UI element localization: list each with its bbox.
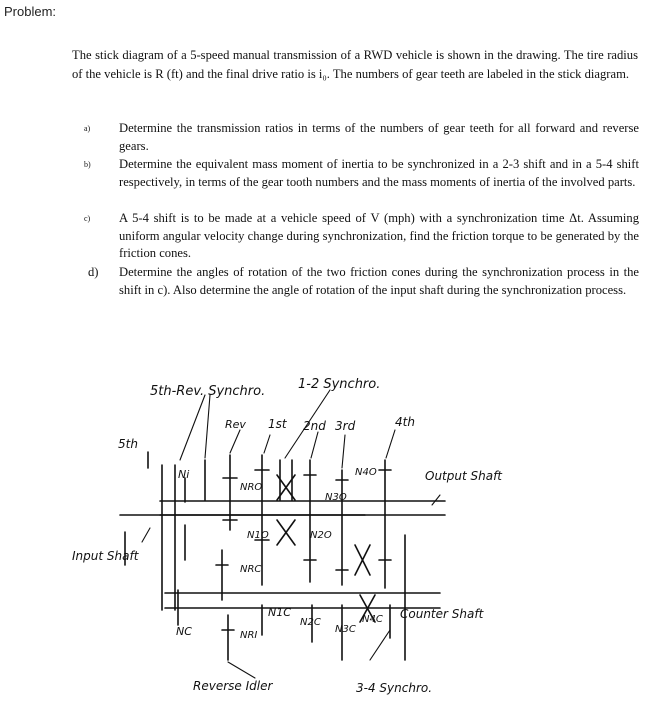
nc-label: NC [176,625,192,638]
question-a [84,120,639,155]
question-marker: d) [88,265,99,279]
question-c [84,210,639,263]
rev-label: Rev [225,418,246,431]
question-text: Determine the angles of rotation of the two friction cones during the synchronization process in the shift in c). Also determine the angle of rotation of the input shaft during the synchronization process. [119,265,639,297]
n3o-label: N3O [325,492,347,503]
question-marker: b) [84,160,91,169]
ni-label: Ni [178,468,190,481]
n1o-label: N1O [247,530,269,541]
reverse-idler-label: Reverse Idler [193,679,273,693]
second-label: 2nd [303,419,326,433]
syn-34-label: 3-4 Synchro. [356,681,433,695]
n2c-label: N2C [300,617,321,628]
fifth-label: 5th [118,437,138,451]
n1c-label: N1C [268,606,291,619]
third-label: 3rd [335,419,356,433]
nri-label: NRI [240,630,258,641]
problem-statement: The stick diagram of a 5-speed manual transmission of a RWD vehicle is shown in the drawing. The tire radius of the vehicle is R (ft) and the final drive ratio is i₀. The numbers of gear teeth are labeled in the stick diagram. [72,48,638,81]
stick-diagram [0,360,654,714]
input-shaft-label: Input Shaft [72,549,139,563]
n4o-label: N4O [355,467,377,478]
nrc-label: NRC [240,564,262,575]
question-text: A 5-4 shift is to be made at a vehicle speed of V (mph) with a synchronization time Δt. Assuming uniform angular velocity change during synchronization, find the friction torque to be generated by the friction cones. [119,211,639,260]
n4c-label: N4C [362,614,383,625]
question-b [84,156,639,191]
problem-heading: Problem: [4,4,57,19]
output-shaft-label: Output Shaft [425,469,503,483]
nro-label: NRO [240,482,263,493]
question-marker: a) [84,124,91,133]
first-label: 1st [268,417,287,431]
shafts [120,501,445,608]
counter-shaft-label: Counter Shaft [400,607,484,621]
n3c-label: N3C [335,624,356,635]
syn-5rev-label: 5th-Rev. Synchro. [150,384,266,399]
n2o-label: N2O [310,530,332,541]
question-text: Determine the equivalent mass moment of inertia to be synchronized in a 2-3 shift and in a 5-4 shift respectively, in terms of the gear tooth numbers and the mass moments of inertia of the involved parts. [119,157,639,189]
question-marker: c) [84,214,91,223]
fourth-label: 4th [395,415,415,429]
syn-12-label: 1-2 Synchro. [298,377,381,392]
question-text: Determine the transmission ratios in terms of the numbers of gear teeth for all forward and reverse gears. [119,121,639,153]
question-d [84,264,639,299]
